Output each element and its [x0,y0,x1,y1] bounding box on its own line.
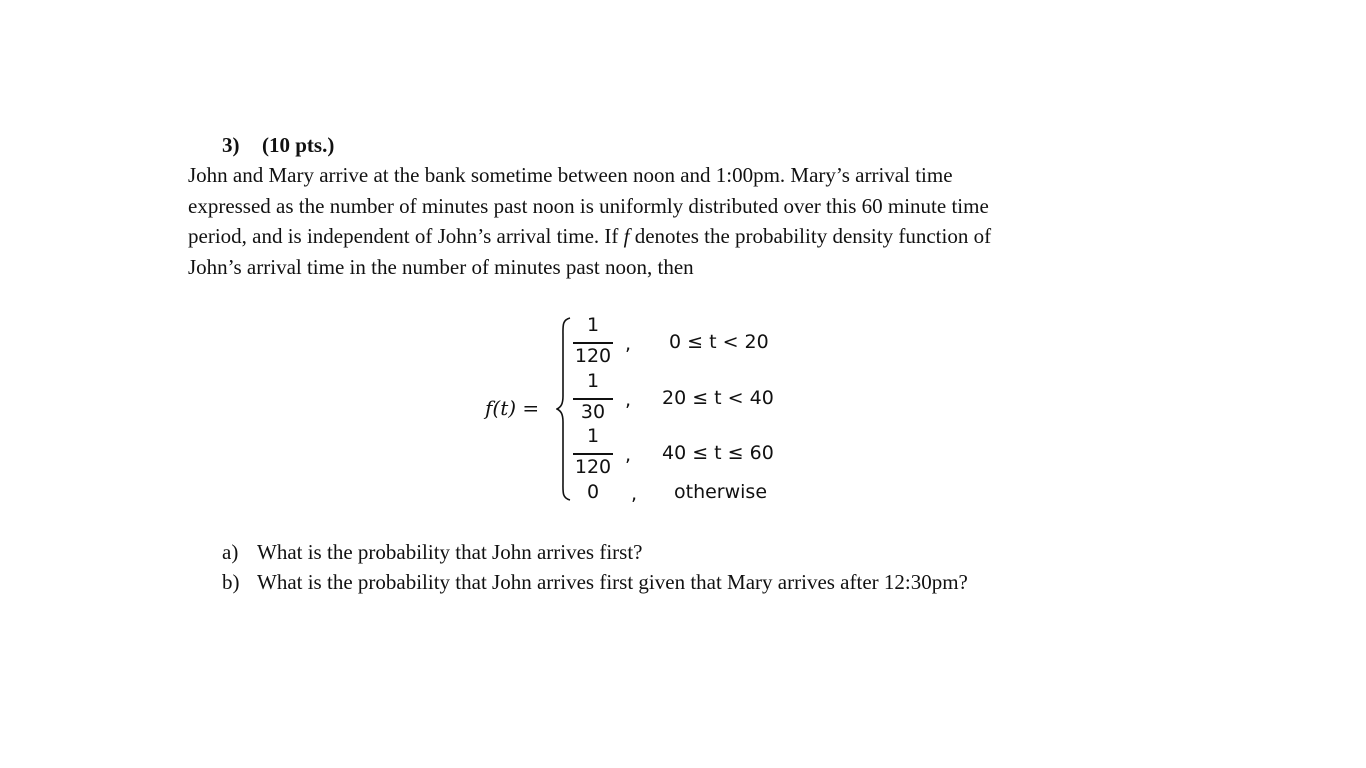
case-4-comma: , [631,483,638,505]
statement-line-3-start: period, and is independent of John’s arrival time. If [188,224,619,248]
question-b-text: What is the probability that John arrives first given that Mary arrives after 12:30pm? [257,570,968,594]
case-2-numerator: 1 [586,370,600,392]
question-list [222,537,968,597]
left-brace [556,316,572,502]
formula-lhs [485,396,539,420]
statement-line-4: John’s arrival time in the number of minutes past noon, then [188,254,694,279]
case-1-condition: 0 ≤ t < 20 [669,331,769,353]
case-1-fraction-bar [573,342,613,344]
case-2-condition: 20 ≤ t < 40 [662,387,774,409]
question-a [222,537,968,567]
function-symbol-f: f [623,224,630,248]
question-a-label: a) [222,540,239,564]
case-4-value: 0 [586,481,600,503]
problem-points: (10 pts.) [262,133,335,157]
case-3-denominator: 120 [574,456,612,478]
formula-lhs-text: f(t) = [485,396,540,420]
statement-line-3-end: denotes the probability density function of [634,224,992,248]
statement-line-2: expressed as the number of minutes past noon is uniformly distributed over this 60 minute time [188,193,989,218]
question-a-text: What is the probability that John arrives first? [257,540,643,564]
case-3-comma: , [625,444,632,466]
case-3-condition: 40 ≤ t ≤ 60 [662,442,774,464]
case-1-denominator: 120 [574,345,612,367]
case-3-numerator: 1 [586,425,600,447]
question-b [222,567,968,597]
problem-number: 3) [222,133,240,157]
case-4-condition: otherwise [674,481,768,503]
question-b-label: b) [222,570,240,594]
case-1-numerator: 1 [586,314,600,336]
case-2-denominator: 30 [580,401,606,423]
case-2-fraction-bar [573,398,613,400]
problem-statement [188,160,1088,282]
statement-line-3 [188,221,1088,252]
case-3-fraction-bar [573,453,613,455]
case-2-comma: , [625,389,632,411]
case-1-comma: , [625,333,632,355]
problem-heading [222,133,334,158]
statement-line-1: John and Mary arrive at the bank sometime between noon and 1:00pm. Mary’s arrival time [188,163,953,187]
